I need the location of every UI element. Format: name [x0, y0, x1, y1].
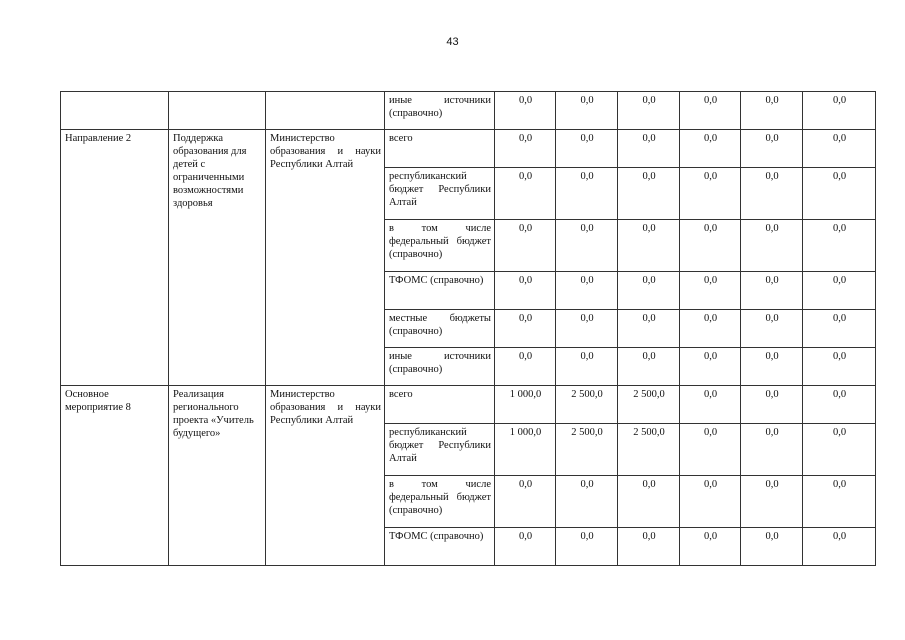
funding-source-cell: иные источники (справочно) — [385, 348, 495, 386]
value-cell: 0,0 — [803, 272, 876, 310]
row-name-cell: Поддержка образования для детей с ограниченными возможностями здоровья — [169, 130, 266, 386]
value-cell: 0,0 — [803, 348, 876, 386]
value-cell: 0,0 — [741, 386, 803, 424]
value-cell: 0,0 — [680, 92, 741, 130]
row-org-cell: Министерство образования и науки Республики Алтай — [266, 386, 385, 566]
value-cell: 0,0 — [495, 272, 556, 310]
value-cell: 0,0 — [803, 424, 876, 476]
value-cell: 0,0 — [741, 424, 803, 476]
value-cell: 0,0 — [680, 528, 741, 566]
value-cell: 0,0 — [680, 310, 741, 348]
value-cell: 0,0 — [495, 476, 556, 528]
row-org-cell: Министерство образования и науки Республики Алтай — [266, 130, 385, 386]
value-cell: 0,0 — [495, 130, 556, 168]
funding-source-cell: всего — [385, 130, 495, 168]
value-cell: 0,0 — [680, 168, 741, 220]
value-cell: 1 000,0 — [495, 424, 556, 476]
value-cell: 0,0 — [495, 528, 556, 566]
value-cell: 0,0 — [741, 92, 803, 130]
value-cell: 0,0 — [803, 386, 876, 424]
value-cell: 0,0 — [803, 476, 876, 528]
page-number: 43 — [446, 36, 459, 48]
funding-source-cell: в том числе федеральный бюджет (справочно) — [385, 220, 495, 272]
value-cell: 0,0 — [618, 92, 680, 130]
value-cell: 0,0 — [556, 310, 618, 348]
row-title-cell: Основное мероприятие 8 — [61, 386, 169, 566]
value-cell: 0,0 — [741, 220, 803, 272]
funding-source-cell: ТФОМС (справочно) — [385, 528, 495, 566]
value-cell: 0,0 — [680, 130, 741, 168]
row-title-cell: Направление 2 — [61, 130, 169, 386]
funding-source-cell: ТФОМС (справочно) — [385, 272, 495, 310]
value-cell: 1 000,0 — [495, 386, 556, 424]
value-cell: 0,0 — [680, 272, 741, 310]
value-cell: 0,0 — [680, 424, 741, 476]
value-cell: 0,0 — [556, 528, 618, 566]
value-cell: 2 500,0 — [618, 424, 680, 476]
value-cell: 0,0 — [618, 310, 680, 348]
row-name-cell — [169, 92, 266, 130]
value-cell: 0,0 — [618, 220, 680, 272]
value-cell: 0,0 — [680, 386, 741, 424]
value-cell: 0,0 — [556, 130, 618, 168]
row-title-cell — [61, 92, 169, 130]
funding-source-cell: иные источники (справочно) — [385, 92, 495, 130]
value-cell: 0,0 — [803, 92, 876, 130]
row-name-cell: Реализация регионального проекта «Учитель будущего» — [169, 386, 266, 566]
funding-source-cell: местные бюджеты (справочно) — [385, 310, 495, 348]
value-cell: 2 500,0 — [556, 424, 618, 476]
value-cell: 0,0 — [618, 130, 680, 168]
value-cell: 0,0 — [803, 310, 876, 348]
value-cell: 0,0 — [618, 168, 680, 220]
value-cell: 0,0 — [618, 476, 680, 528]
value-cell: 0,0 — [803, 220, 876, 272]
value-cell: 0,0 — [803, 130, 876, 168]
value-cell: 0,0 — [741, 272, 803, 310]
value-cell: 0,0 — [741, 168, 803, 220]
table-row — [61, 92, 876, 130]
value-cell: 0,0 — [556, 272, 618, 310]
value-cell: 0,0 — [803, 168, 876, 220]
value-cell: 0,0 — [741, 130, 803, 168]
funding-source-cell: республиканский бюджет Республики Алтай — [385, 424, 495, 476]
value-cell: 0,0 — [680, 220, 741, 272]
funding-source-cell: всего — [385, 386, 495, 424]
table-row — [61, 130, 876, 168]
value-cell: 0,0 — [495, 168, 556, 220]
value-cell: 0,0 — [495, 92, 556, 130]
value-cell: 0,0 — [741, 476, 803, 528]
value-cell: 0,0 — [495, 310, 556, 348]
value-cell: 0,0 — [680, 476, 741, 528]
value-cell: 0,0 — [741, 310, 803, 348]
value-cell: 0,0 — [556, 476, 618, 528]
value-cell: 0,0 — [618, 272, 680, 310]
value-cell: 0,0 — [803, 528, 876, 566]
budget-table — [60, 91, 876, 566]
row-org-cell — [266, 92, 385, 130]
value-cell: 2 500,0 — [618, 386, 680, 424]
value-cell: 0,0 — [618, 348, 680, 386]
value-cell: 0,0 — [556, 348, 618, 386]
value-cell: 0,0 — [556, 220, 618, 272]
value-cell: 0,0 — [618, 528, 680, 566]
value-cell: 0,0 — [680, 348, 741, 386]
value-cell: 0,0 — [741, 528, 803, 566]
value-cell: 0,0 — [495, 220, 556, 272]
table-row — [61, 386, 876, 424]
value-cell: 0,0 — [495, 348, 556, 386]
funding-source-cell: республиканский бюджет Республики Алтай — [385, 168, 495, 220]
funding-source-cell: в том числе федеральный бюджет (справочно) — [385, 476, 495, 528]
value-cell: 0,0 — [556, 92, 618, 130]
value-cell: 0,0 — [741, 348, 803, 386]
value-cell: 0,0 — [556, 168, 618, 220]
value-cell: 2 500,0 — [556, 386, 618, 424]
